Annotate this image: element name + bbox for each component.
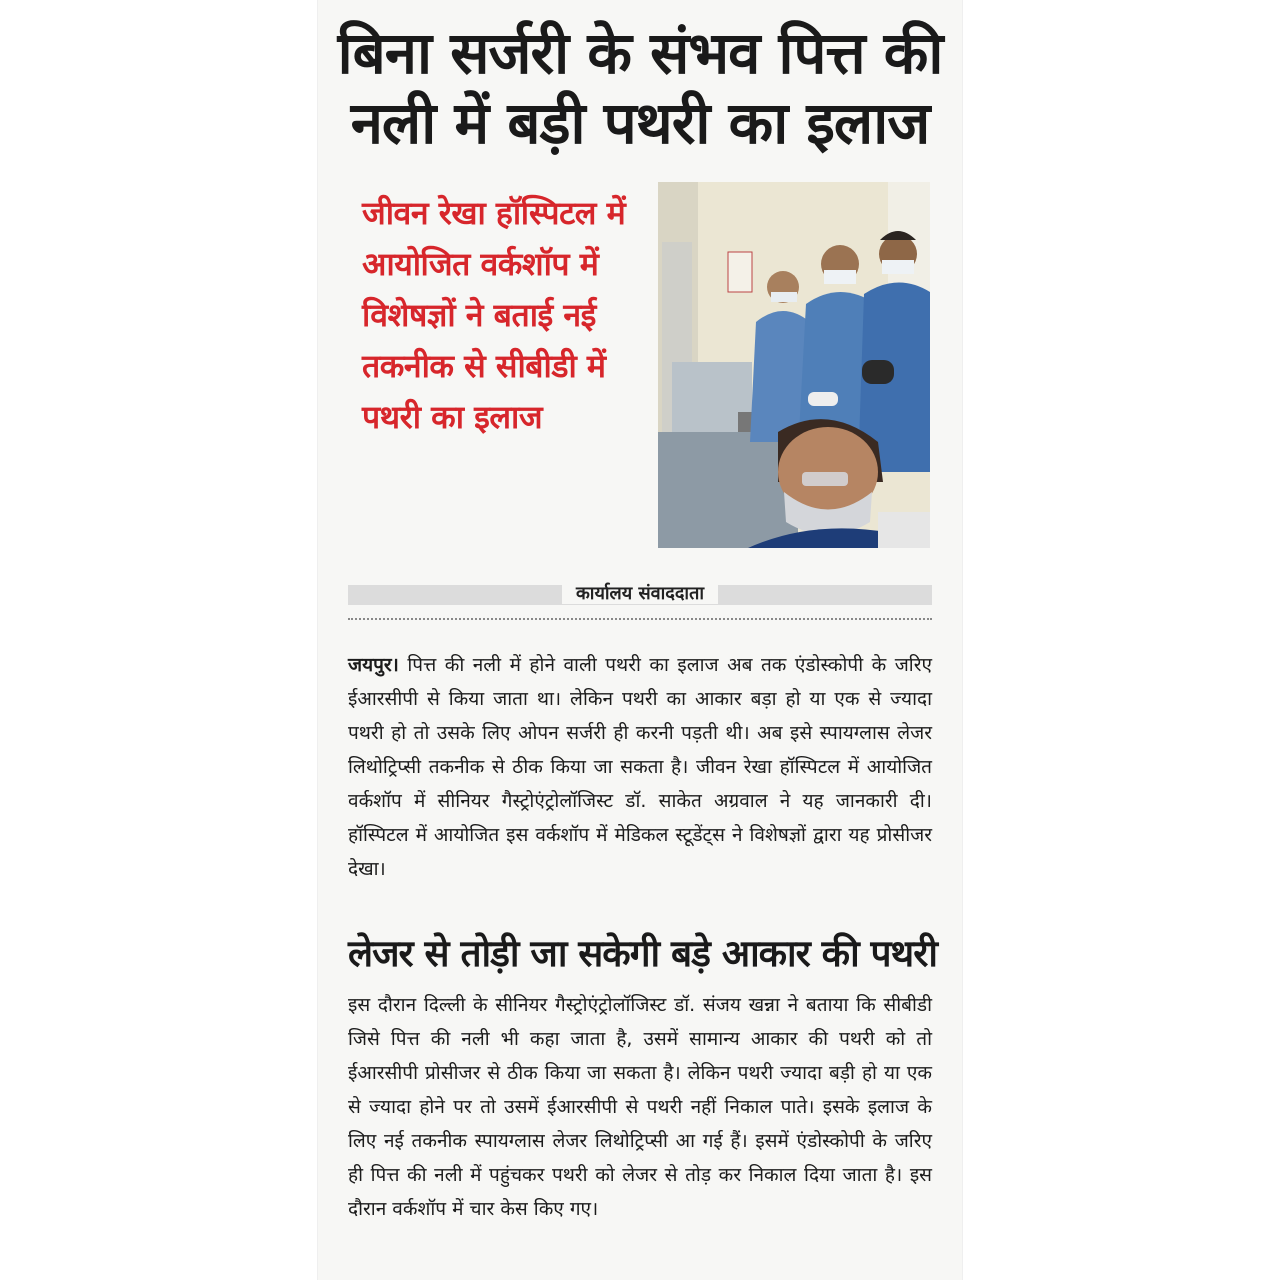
- headline: बिना सर्जरी के संभव पित्त की नली में बड़ी पथरी का इलाज: [337, 19, 943, 157]
- dateline: जयपुर।: [348, 654, 399, 676]
- newspaper-clipping: [318, 0, 962, 1280]
- paragraph-2: इस दौरान दिल्ली के सीनियर गैस्ट्रोएंट्रोलॉजिस्ट डॉ. संजय खन्ना ने बताया कि सीबीडी जिसे पित्त की नली भी कहा जाता है, उसमें सामान्य आकार की पथरी को तो ईआरसीपी प्रोसीजर से ठीक किया जा सकता है। लेकिन पथरी ज्यादा बड़ी हो या एक से ज्यादा होने पर तो उसमें ईआरसीपी से पथरी नहीं निकाल पाते। इसके इलाज के लिए नई तकनीक स्पायग्लास लेजर लिथोट्रिप्सी आ गई हैं। इसमें एंडोस्कोपी के जरिए ही पित्त की नली में पहुंचकर पथरी को लेजर से तोड़ कर निकाल दिया जाता है। इस दौरान वर्कशॉप में चार केस किए गए।: [348, 994, 932, 1220]
- byline-text: कार्यालय संवाददाता: [562, 583, 718, 604]
- paragraph-1: [348, 648, 932, 886]
- article-photo: [658, 182, 930, 548]
- subheadline: लेजर से तोड़ी जा सकेगी बड़े आकार की पथरी: [348, 932, 937, 975]
- deck-subheadline: जीवन रेखा हॉस्पिटल में आयोजित वर्कशॉप में विशेषज्ञों ने बताई नई तकनीक से सीबीडी में पथरी का इलाज: [362, 194, 626, 436]
- byline: [348, 580, 932, 608]
- dotted-divider: [348, 618, 932, 620]
- paragraph-1-text: पित्त की नली में होने वाली पथरी का इलाज अब तक एंडोस्कोपी के जरिए ईआरसीपी से किया जाता था। लेकिन पथरी का आकार बड़ा हो या एक से ज्यादा पथरी हो तो उसके लिए ओपन सर्जरी ही करनी पड़ती थी। अब इसे स्पायग्लास लेजर लिथोट्रिप्सी तकनीक से ठीक किया जा सकता है। जीवन रेखा हॉस्पिटल में आयोजित वर्कशॉप में सीनियर गैस्ट्रोएंट्रोलॉजिस्ट डॉ. साकेत अग्रवाल ने यह जानकारी दी। हॉस्पिटल में आयोजित इस वर्कशॉप में मेडिकल स्टूडेंट्स ने विशेषज्ञों द्वारा यह प्रोसीजर देखा।: [348, 654, 932, 880]
